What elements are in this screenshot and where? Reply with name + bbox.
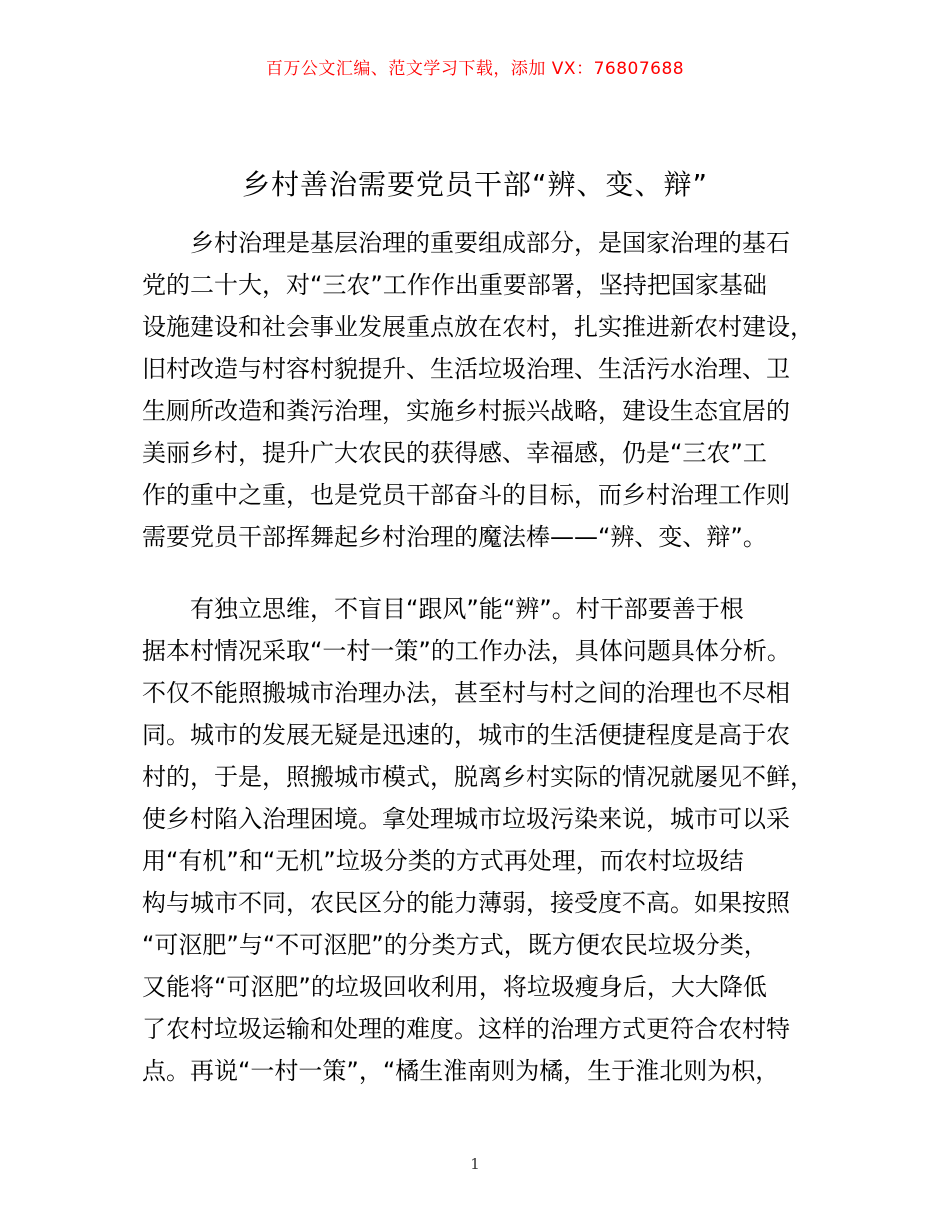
- paragraph-1: [142, 222, 814, 558]
- text-line: 不仅不能照搬城市治理办法，甚至村与村之间的治理也不尽相: [142, 679, 790, 707]
- text-line: 同。城市的发展无疑是迅速的，城市的生活便捷程度是高于农: [142, 721, 790, 749]
- text-line: 党的二十大，对“三农”工作作出重要部署，坚持把国家基础: [142, 271, 767, 299]
- document-title: 乡村善治需要党员干部“辨、变、辩”: [241, 168, 708, 201]
- text-line: 用“有机”和“无机”垃圾分类的方式再处理，而农村垃圾结: [142, 847, 744, 875]
- text-line: 生厕所改造和粪污治理，实施乡村振兴战略，建设生态宜居的: [142, 397, 790, 425]
- text-line: 了农村垃圾运输和处理的难度。这样的治理方式更符合农村特: [142, 1015, 790, 1043]
- text-line: 点。再说“一村一策”，“橘生淮南则为橘，生于淮北则为枳，: [142, 1057, 780, 1085]
- text-line: 作的重中之重，也是党员干部奋斗的目标，而乡村治理工作则: [142, 481, 790, 509]
- header-banner: 百万公文汇编、范文学习下载，添加 VX：76807688: [265, 59, 685, 79]
- text-line: 使乡村陷入治理困境。拿处理城市垃圾污染来说，城市可以采: [142, 805, 790, 833]
- text-line: 村的，于是，照搬城市模式，脱离乡村实际的情况就屡见不鲜，: [142, 763, 814, 791]
- text-line: 需要党员干部挥舞起乡村治理的魔法棒——“辨、变、辩”。: [142, 523, 767, 551]
- text-line: 有独立思维，不盲目“跟风”能“辨”。村干部要善于根: [142, 595, 744, 623]
- paragraph-2: [142, 588, 814, 1092]
- page-number: 1: [470, 1155, 480, 1173]
- text-line: 设施建设和社会事业发展重点放在农村，扎实推进新农村建设，: [142, 313, 814, 341]
- text-line: 又能将“可沤肥”的垃圾回收利用，将垃圾瘦身后，大大降低: [142, 973, 767, 1001]
- text-line: “可沤肥”与“不可沤肥”的分类方式，既方便农民垃圾分类，: [142, 931, 768, 959]
- text-line: 据本村情况采取“一村一策”的工作办法，具体问题具体分析。: [142, 637, 791, 665]
- text-line: 美丽乡村，提升广大农民的获得感、幸福感，仍是“三农”工: [142, 439, 767, 467]
- text-line: 旧村改造与村容村貌提升、生活垃圾治理、生活污水治理、卫: [142, 355, 790, 383]
- text-line: 乡村治理是基层治理的重要组成部分，是国家治理的基石: [142, 229, 790, 257]
- text-line: 构与城市不同，农民区分的能力薄弱，接受度不高。如果按照: [142, 889, 790, 917]
